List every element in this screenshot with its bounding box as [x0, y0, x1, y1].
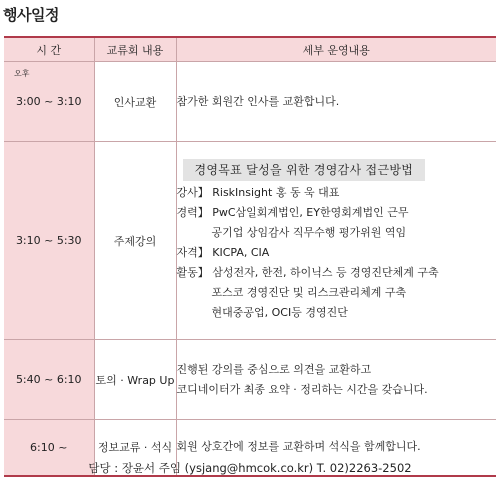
ampm-label: 오후 [14, 69, 30, 78]
detail-line: 자격】 KICPA, CIA [176, 245, 270, 259]
detail-line: 강사】 RiskInsight 홍 동 욱 대표 [176, 185, 340, 199]
detail-line: 코디네이터가 최종 요약 · 정리하는 시간을 갖습니다. [176, 382, 428, 396]
time-cell [4, 62, 94, 142]
table-row [4, 62, 496, 142]
table-header-row [4, 37, 496, 62]
detail-line: 현대중공업, OCI등 경영진단 [211, 305, 348, 319]
topic-box: 경영목표 달성을 위한 경영감사 접근방법 [183, 159, 426, 181]
time-cell: 6:10 ~ [4, 420, 94, 476]
program-cell: 토의 · Wrap Up [94, 340, 176, 420]
header-time: 시 간 [4, 37, 94, 62]
detail-cell: 회원 상호간에 정보를 교환하며 석식을 함께합니다. [176, 420, 496, 476]
detail-line: 포스코 경영진단 및 리스크관리체계 구축 [211, 285, 407, 299]
page-title: 행사일정 [3, 6, 59, 24]
program-cell: 인사교환 [94, 62, 176, 142]
program-cell: 정보교류 · 석식 [94, 420, 176, 476]
detail-cell [176, 340, 496, 420]
detail-line: 공기업 상임감사 직무수행 평가위원 역임 [211, 225, 407, 239]
detail-line: 진행된 강의를 중심으로 의견을 교환하고 [176, 362, 372, 376]
detail-cell [176, 142, 496, 340]
detail-line: 활동】 삼성전자, 한전, 하이닉스 등 경영진단체계 구축 [176, 265, 439, 279]
time-cell: 5:40 ~ 6:10 [4, 340, 94, 420]
program-cell: 주제강의 [94, 142, 176, 340]
table-row [4, 142, 496, 340]
detail-cell: 참가한 회원간 인사를 교환합니다. [176, 62, 496, 142]
detail-line: 경력】 PwC삼일회계법인, EY한영회계법인 근무 [176, 205, 409, 219]
table-row [4, 340, 496, 420]
time-text: 3:00 ~ 3:10 [15, 95, 82, 108]
schedule-table [4, 36, 496, 477]
time-cell: 3:10 ~ 5:30 [4, 142, 94, 340]
header-detail: 세부 운영내용 [176, 37, 496, 62]
header-program: 교류회 내용 [94, 37, 176, 62]
contact-footer: 담당 : 장윤서 주임 (ysjang@hmcok.co.kr) T. 02)2263-2502 [88, 461, 412, 475]
